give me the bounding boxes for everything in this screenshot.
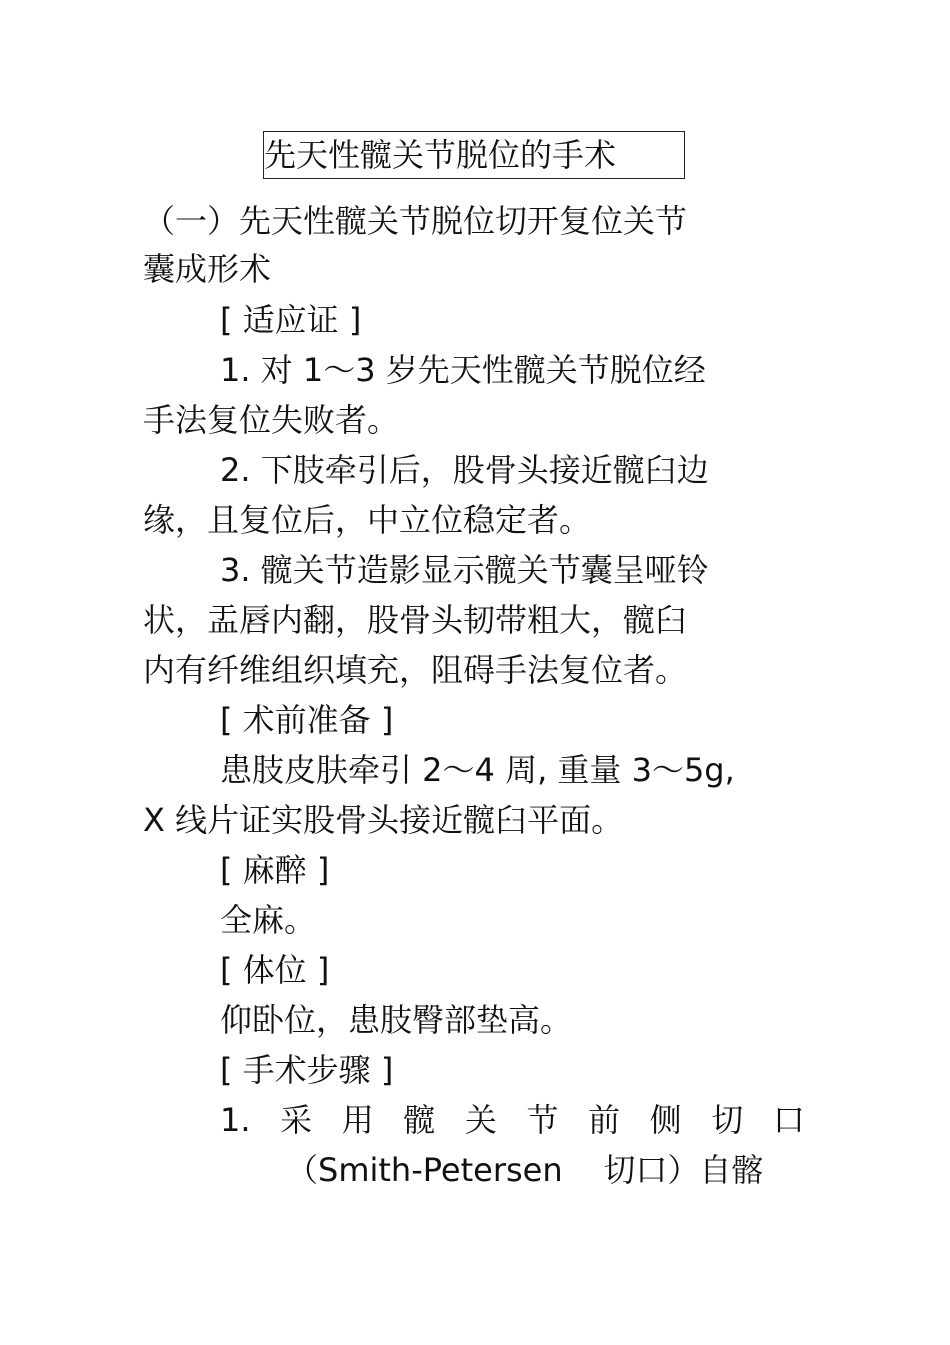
step1-char: 1. — [220, 1101, 251, 1139]
step1-char: 用 — [341, 1101, 374, 1139]
steps-label: [ 手术步骤 ] — [220, 1051, 394, 1089]
preparation-line1: 患肢皮肤牵引 2～4 周, 重量 3～5g, — [220, 751, 735, 789]
indications-label: [ 适应证 ] — [220, 301, 362, 339]
step1-char: 前 — [588, 1101, 621, 1139]
preparation-label: [ 术前准备 ] — [220, 701, 394, 739]
step1-char: 切 — [711, 1101, 744, 1139]
step1-char: 侧 — [649, 1101, 682, 1139]
section-heading-line2: 囊成形术 — [143, 250, 272, 288]
position-text: 仰卧位，患肢臀部垫高。 — [220, 1001, 573, 1039]
document-title: 先天性髋关节脱位的手术 — [263, 131, 685, 179]
indication-item1-line2: 手法复位失败者。 — [143, 401, 400, 439]
indication-item3-line2: 状，盂唇内翻，股骨头韧带粗大，髋臼 — [143, 601, 688, 639]
indication-item2-line2: 缘，且复位后，中立位稳定者。 — [143, 501, 592, 539]
indication-item2-line1: 2. 下肢牵引后，股骨头接近髋臼边 — [220, 451, 709, 489]
indication-item3-line3: 内有纤维组织填充，阻碍手法复位者。 — [143, 651, 688, 689]
anesthesia-text: 全麻。 — [220, 901, 317, 939]
position-label: [ 体位 ] — [220, 951, 330, 989]
step1-char: 节 — [526, 1101, 559, 1139]
indication-item1-line1: 1. 对 1～3 岁先天性髋关节脱位经 — [220, 351, 706, 389]
step1-line1 — [220, 1100, 805, 1140]
step1-char: 口 — [772, 1101, 805, 1139]
preparation-line2: X 线片证实股骨头接近髋臼平面。 — [143, 801, 624, 839]
anesthesia-label: [ 麻醉 ] — [220, 851, 330, 889]
step1-char: 关 — [464, 1101, 497, 1139]
step1-char: 髋 — [403, 1101, 436, 1139]
indication-item3-line1: 3. 髋关节造影显示髋关节囊呈哑铃 — [220, 551, 709, 589]
step1-char: 采 — [280, 1101, 313, 1139]
step1-line2: （Smith-Petersen 切口）自髂 — [286, 1151, 764, 1189]
section-heading-line1: （一）先天性髋关节脱位切开复位关节 — [143, 202, 688, 240]
